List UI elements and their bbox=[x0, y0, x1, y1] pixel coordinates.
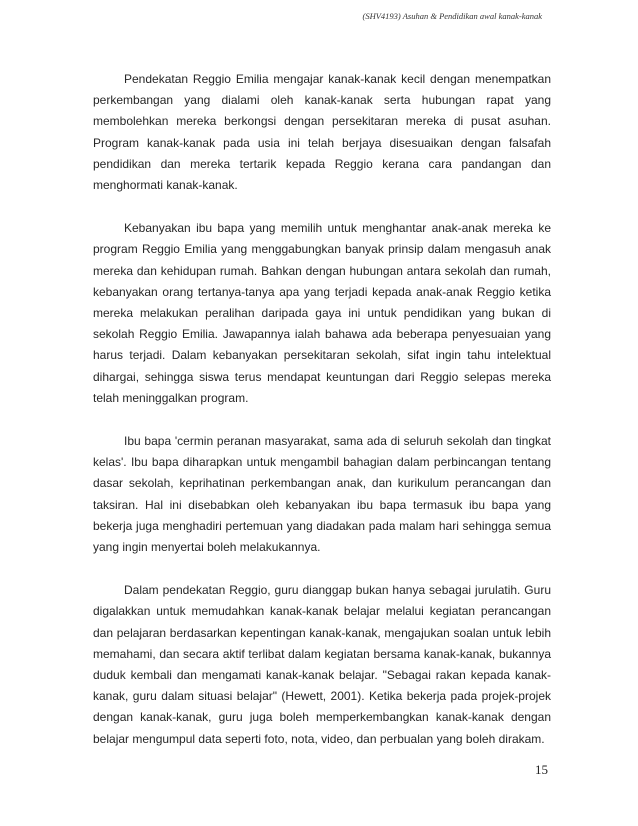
body-text bbox=[93, 69, 551, 772]
paragraph-2: Kebanyakan ibu bapa yang memilih untuk menghantar anak-anak mereka ke program Reggio Emilia yang menggabungkan banyak prinsip dalam mengasuh anak mereka dan kehidupan rumah. Bahkan dengan hubungan antara sekolah dan rumah, kebanyakan orang tertanya-tanya apa yang terjadi kepada anak-anak Reggio ketika mereka melakukan peralihan daripada gaya ini untuk pendidikan yang bukan di sekolah Reggio Emilia. Jawapannya ialah bahawa ada beberapa penyesuaian yang harus terjadi. Dalam kebanyakan persekitaran sekolah, sifat ingin tahu intelektual dihargai, sehingga siswa terus mendapat keuntungan dari Reggio selepas mereka telah meninggalkan program. bbox=[93, 221, 551, 405]
page-number: 15 bbox=[535, 762, 548, 777]
paragraph-1: Pendekatan Reggio Emilia mengajar kanak-kanak kecil dengan menempatkan perkembangan yang dialami oleh kanak-kanak serta hubungan rapat yang membolehkan mereka berkongsi dengan persekitaran mereka di pusat asuhan. Program kanak-kanak pada usia ini telah berjaya disesuaikan dengan falsafah pendidikan dan mereka tertarik kepada Reggio kerana cara pandangan dan menghormati kanak-kanak. bbox=[93, 72, 551, 193]
running-header: (SHV4193) Asuhan & Pendidikan awal kanak-kanak bbox=[362, 11, 542, 21]
paragraph-4: Dalam pendekatan Reggio, guru dianggap bukan hanya sebagai jurulatih. Guru digalakkan untuk memudahkan kanak-kanak belajar melalui kegiatan perancangan dan pelajaran berdasarkan kepentingan kanak-kanak, mengajukan soalan untuk lebih memahami, dan secara aktif terlibat dalam kegiatan bersama kanak-kanak, bukannya duduk kembali dan mengamati kanak-kanak belajar. "Sebagai rakan kepada kanak-kanak, guru dalam situasi belajar" (Hewett, 2001). Ketika bekerja pada projek-projek dengan kanak-kanak, guru juga boleh memperkembangkan kanak-kanak dengan belajar mengumpul data seperti foto, nota, video, dan perbualan yang boleh dirakam. bbox=[93, 583, 551, 746]
paragraph-3: Ibu bapa 'cermin peranan masyarakat, sama ada di seluruh sekolah dan tingkat kelas'. Ibu bapa diharapkan untuk mengambil bahagian dalam perbincangan tentang dasar sekolah, keprihatinan perkembangan anak, dan kurikulum perancangan dan taksiran. Hal ini disebabkan oleh kebanyakan ibu bapa termasuk ibu bapa yang bekerja juga menghadiri pertemuan yang diadakan pada malam hari sehingga semua yang ingin menyertai boleh melakukannya. bbox=[93, 434, 551, 555]
